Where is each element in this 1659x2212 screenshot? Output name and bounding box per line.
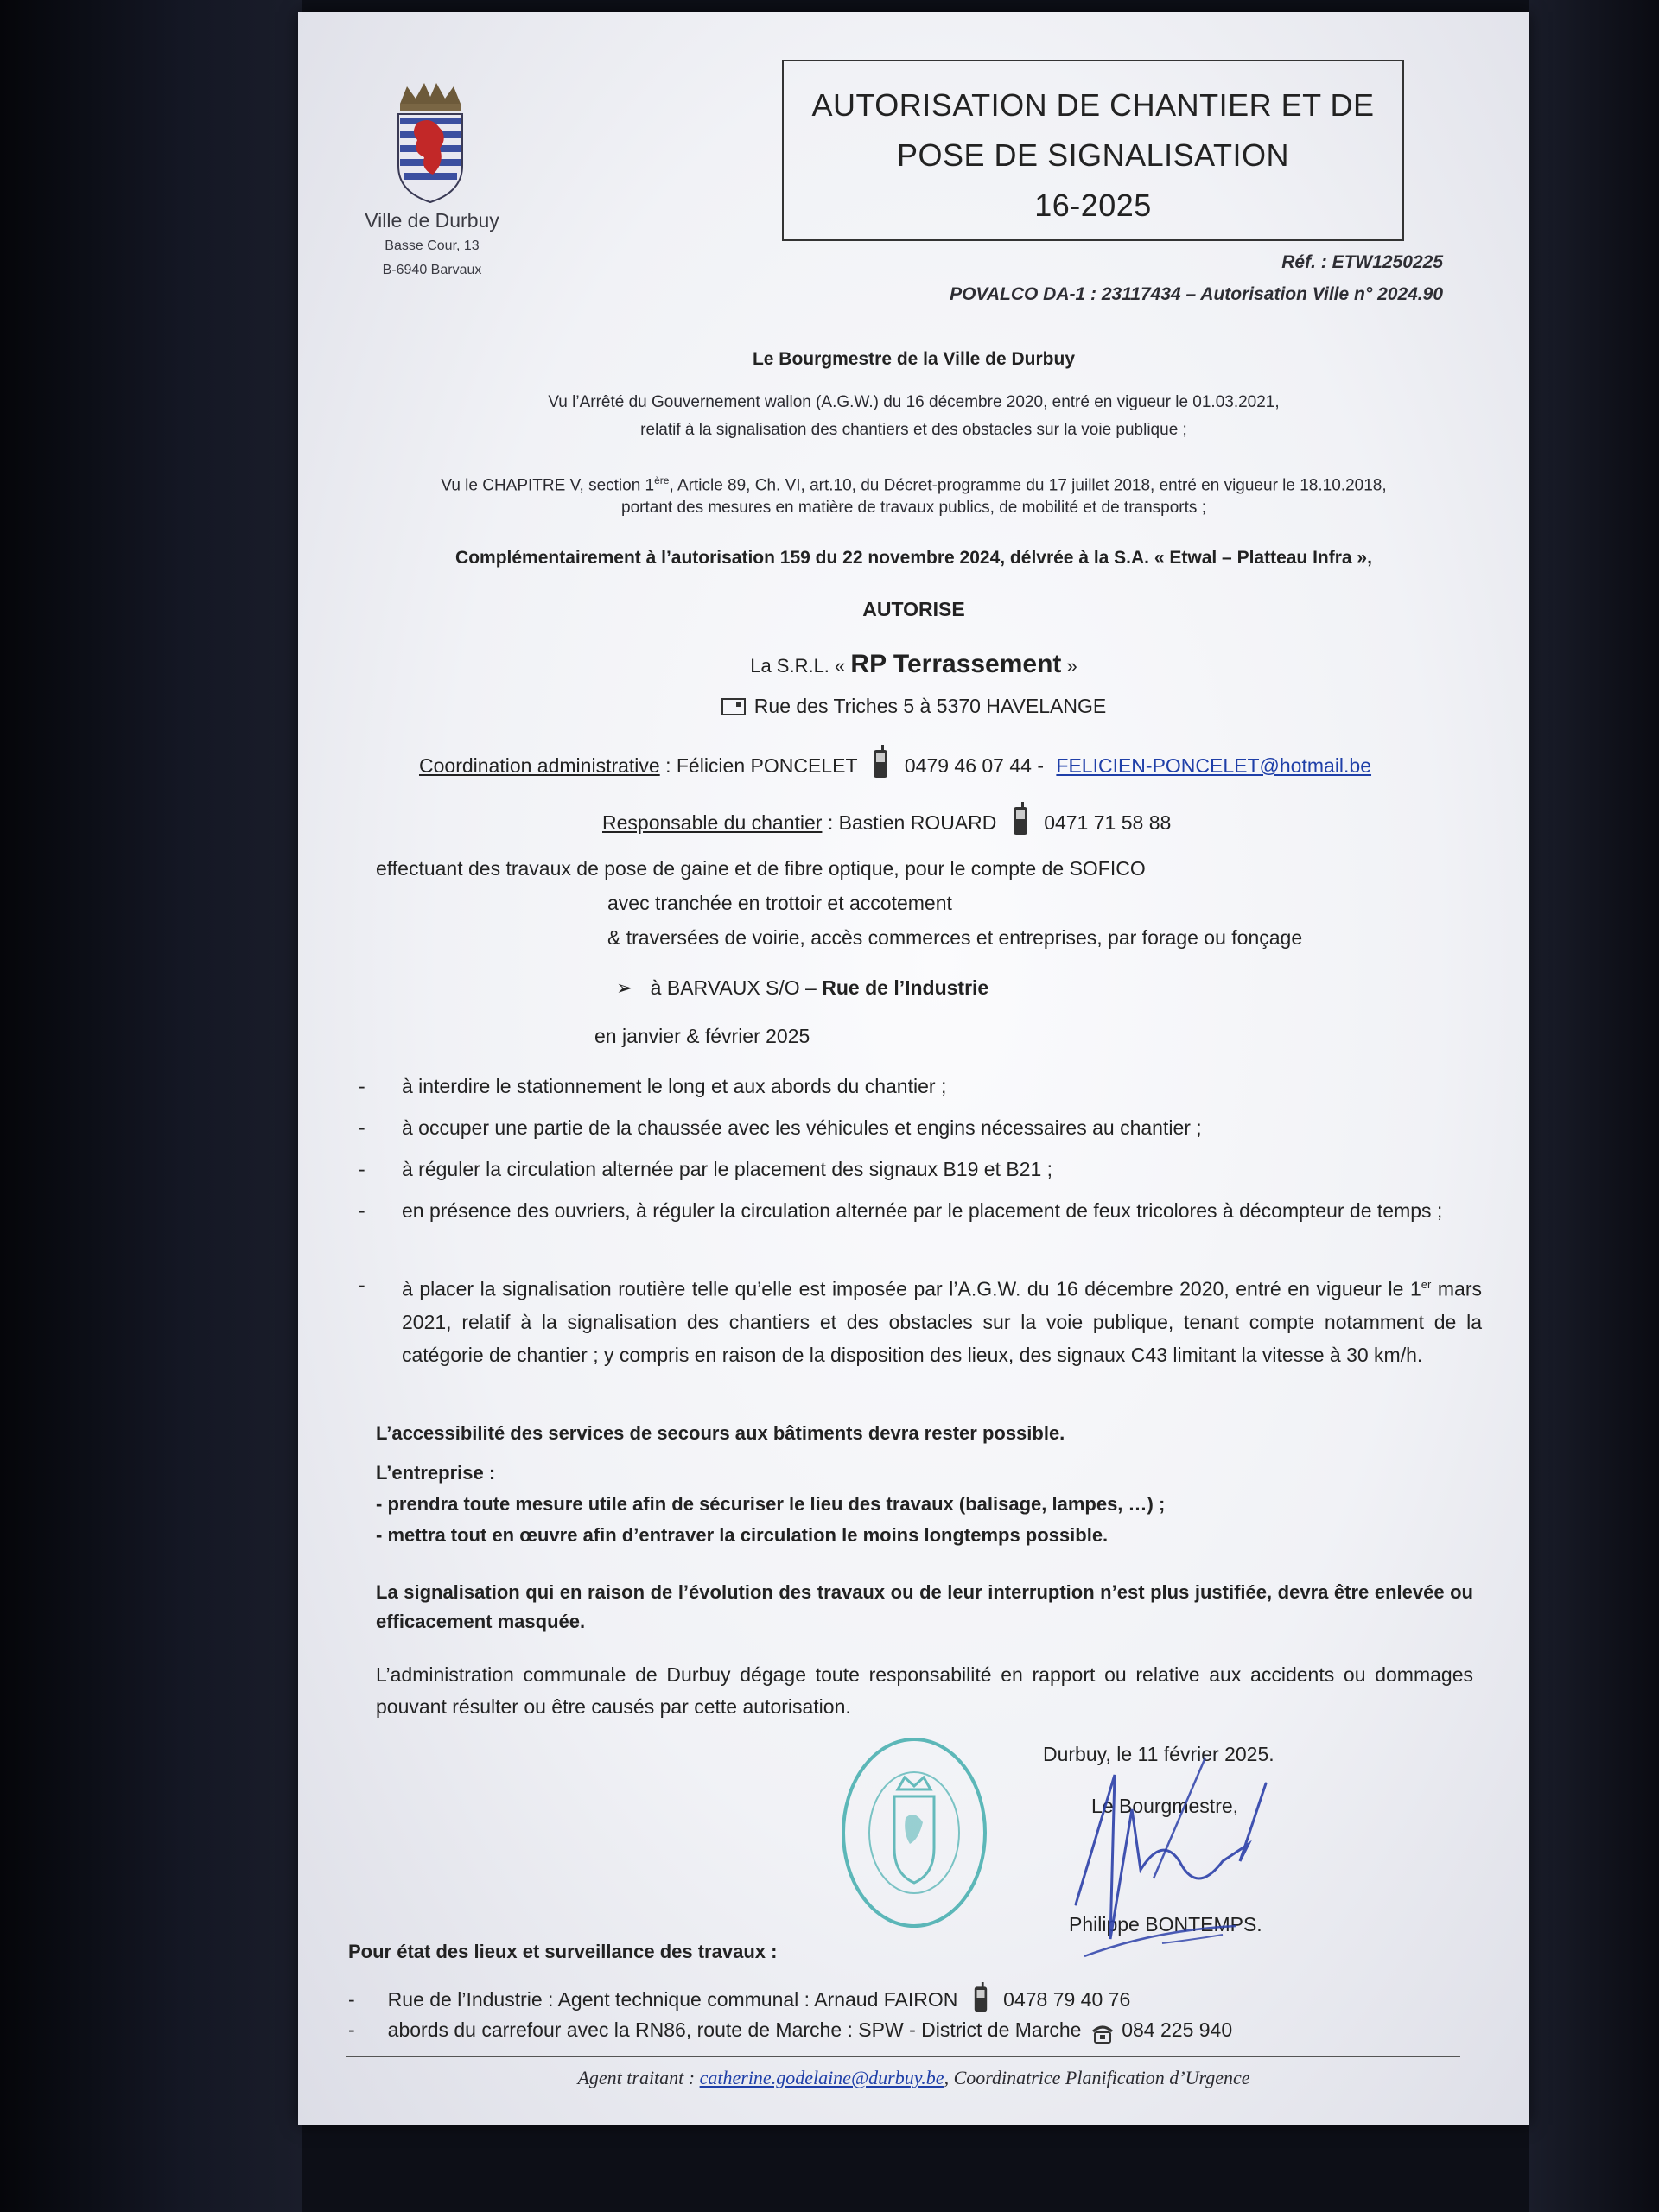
- complement: Complémentairement à l’autorisation 159 du 22 novembre 2024, délvrée à la S.A. « Etwal – Platteau Infra »,: [455, 548, 1372, 568]
- autorise-heading: AUTORISE: [862, 598, 965, 620]
- signature-role: Le Bourgmestre,: [1091, 1795, 1239, 1817]
- vu1-line2: relatif à la signalisation des chantiers et des obstacles sur la voie publique ;: [640, 421, 1187, 439]
- mobile-phone-icon: [1011, 802, 1030, 836]
- mail-icon: [721, 698, 746, 715]
- coordination-phone: 0479 46 07 44 -: [904, 754, 1044, 777]
- coordination-line: [419, 745, 1371, 779]
- povalco-reference: POVALCO DA-1 : 23117434 – Autorisation Ville n° 2024.90: [950, 284, 1443, 304]
- location-line: ➢ à BARVAUX S/O – Rue de l’Industrie: [616, 976, 989, 999]
- reference: Réf. : ETW1250225: [1281, 252, 1443, 272]
- arrow-bullet-icon: ➢: [616, 976, 633, 999]
- surveillance-item: - abords du carrefour avec la RN86, route de Marche : SPW - District de Marche 084 225 940: [348, 2018, 1232, 2044]
- period: en janvier & février 2025: [594, 1025, 810, 1047]
- telephone-icon: [1092, 2024, 1113, 2044]
- authority: Le Bourgmestre de la Ville de Durbuy: [752, 349, 1076, 369]
- vu2-line2: portant des mesures en matière de travaux publics, de mobilité et de transports ;: [621, 499, 1206, 517]
- vu1-line1: Vu l’Arrêté du Gouvernement wallon (A.G.W.) du 16 décembre 2020, entré en vigueur le 01.03.2021,: [548, 393, 1280, 411]
- entreprise-item1: - prendra toute mesure utile afin de sécuriser le lieu des travaux (balisage, lampes, …) ;: [376, 1493, 1166, 1515]
- official-stamp-icon: [841, 1736, 988, 1930]
- secours-notice: L’accessibilité des services de secours aux bâtiments devra rester possible.: [376, 1422, 1065, 1444]
- agent-email-link[interactable]: catherine.godelaine@durbuy.be: [699, 2067, 944, 2088]
- title-line3: 16-2025: [1034, 188, 1152, 223]
- signatory-name: Philippe BONTEMPS.: [1069, 1913, 1262, 1936]
- title-line1: AUTORISATION DE CHANTIER ET DE: [811, 87, 1375, 123]
- entreprise-item2: - mettra tout en œuvre afin d’entraver la circulation le moins longtemps possible.: [376, 1524, 1109, 1546]
- disclaimer: L’administration communale de Durbuy dégage toute responsabilité en rapport ou relative aux accidents ou dommages pouvant résulter ou être causés par cette autorisation.: [376, 1663, 1473, 1718]
- footer: Agent traitant : catherine.godelaine@durbuy.be, Coordinatrice Planification d’Urgence: [577, 2067, 1250, 2088]
- list-item: - à interdire le stationnement le long et aux abords du chantier ;: [359, 1075, 947, 1097]
- town-name: Ville de Durbuy: [365, 209, 499, 232]
- surveillance-item: - Rue de l’Industrie : Agent technique communal : Arnaud FAIRON 0478 79 40 76: [348, 1982, 1130, 2013]
- location-street: Rue de l’Industrie: [822, 976, 989, 999]
- durbuy-crest-icon: [391, 79, 469, 209]
- company-line: La S.R.L. « RP Terrassement »: [750, 650, 1077, 678]
- coordination-email-link[interactable]: FELICIEN-PONCELET@hotmail.be: [1056, 754, 1372, 777]
- handwritten-signature-icon: [1050, 1732, 1292, 1965]
- responsable-phone: 0471 71 58 88: [1044, 811, 1172, 834]
- entreprise-heading: L’entreprise :: [376, 1462, 496, 1484]
- town-address-line1: Basse Cour, 13: [385, 238, 480, 253]
- responsable-line: [602, 802, 1171, 836]
- works-line3: & traversées de voirie, accès commerces et entreprises, par forage ou fonçage: [607, 926, 1303, 949]
- vu2-line1: Vu le CHAPITRE V, section 1ère, Article 89, Ch. VI, art.10, du Décret-programme du 17 juillet 2018, entré en vigueur le 18.10.2018,: [441, 474, 1387, 495]
- mobile-phone-icon: [871, 745, 890, 779]
- responsable-name: : Bastien ROUARD: [822, 811, 997, 834]
- list-item: - à réguler la circulation alternée par le placement des signaux B19 et B21 ;: [359, 1158, 1053, 1180]
- company-address-line: [298, 695, 1529, 718]
- company-address: Rue des Triches 5 à 5370 HAVELANGE: [753, 695, 1107, 717]
- signature-date: Durbuy, le 11 février 2025.: [1043, 1743, 1274, 1765]
- responsable-label: Responsable du chantier: [602, 811, 823, 834]
- document-sheet: [298, 12, 1529, 2125]
- background-right: [1529, 0, 1659, 2212]
- footer-divider: [346, 2056, 1460, 2057]
- mobile-phone-icon: [972, 1982, 989, 2013]
- title-line2: POSE DE SIGNALISATION: [897, 137, 1289, 173]
- title-box: [782, 60, 1404, 241]
- coordination-label: Coordination administrative: [419, 754, 660, 777]
- signalisation-notice: La signalisation qui en raison de l’évolution des travaux ou de leur interruption n’est plus justifiée, devra être enlevée ou efficacement masquée.: [376, 1581, 1473, 1632]
- list-item: - à occuper une partie de la chaussée avec les véhicules et engins nécessaires au chantier ;: [359, 1116, 1202, 1139]
- company-name: RP Terrassement: [850, 650, 1062, 678]
- surveillance-title: Pour état des lieux et surveillance des travaux :: [348, 1941, 778, 1962]
- works-line1: effectuant des travaux de pose de gaine et de fibre optique, pour le compte de SOFICO: [376, 857, 1146, 880]
- works-line2: avec tranchée en trottoir et accotement: [607, 892, 952, 914]
- vu2-superscript: ère: [654, 474, 670, 486]
- list-item: - en présence des ouvriers, à réguler la circulation alternée par le placement de feux tricolores à décompteur de temps ;: [359, 1199, 1443, 1222]
- town-address-line2: B-6940 Barvaux: [382, 263, 482, 277]
- coordination-name: : Félicien PONCELET: [659, 754, 858, 777]
- background-left: [0, 0, 302, 2212]
- list-item: - à placer la signalisation routière telle qu’elle est imposée par l’A.G.W. du 16 décembre 2020, entré en vigueur le 1er mars 2021, relatif à la signalisation des chantiers et des obstacles sur la voie publique, tenant compte notamment de la catégorie de chantier ; y compris en raison de la disposition des lieux, des signaux C43 limitant la vitesse à 30 km/h.: [359, 1274, 1482, 1366]
